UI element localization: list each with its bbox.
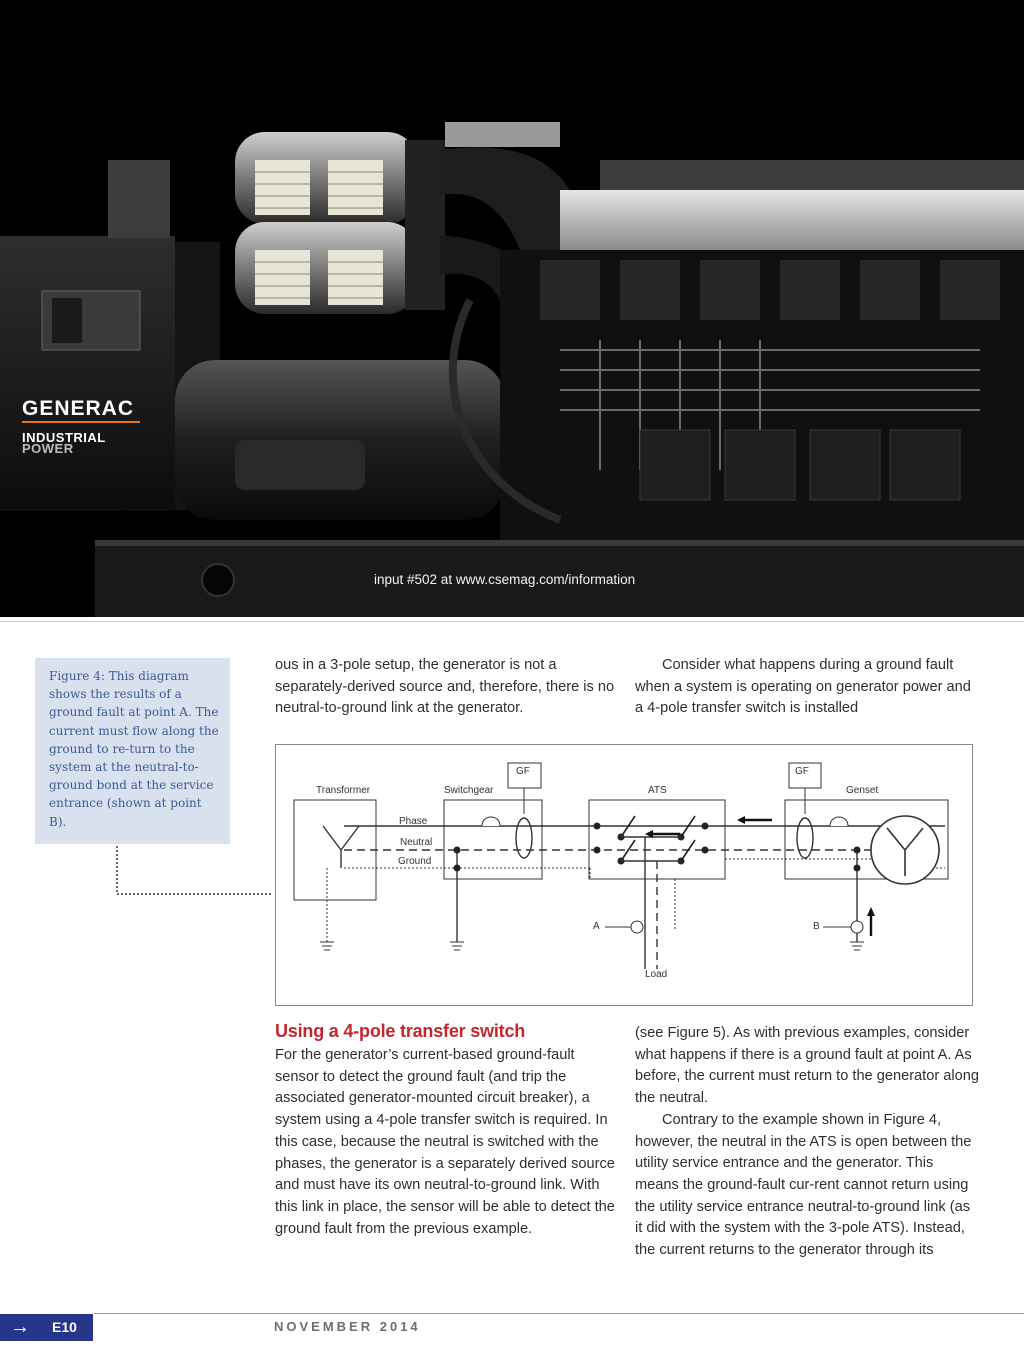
column1-continued-text [275,655,620,720]
page-number-tab [0,1314,93,1341]
generac-logo-text: GENERAC [22,397,135,420]
section-column1 [275,1045,620,1240]
diagram-label-phase: Phase [399,816,428,827]
ad-info-link[interactable]: input #502 at www.csemag.com/information [374,572,636,587]
diagram-label-point-a: A [593,921,600,932]
diagram-label-gf-right: GF [795,766,809,777]
logo-subtitle-power: POWER [22,441,74,456]
diagram-label-genset: Genset [846,785,879,796]
diagram-label-ground: Ground [398,856,432,867]
footer-divider [94,1313,1024,1314]
diagram-label-transformer: Transformer [316,785,371,796]
paragraph: Consider what happens during a ground fault when a system is operating on generator power and a 4-pole transfer switch is installed [635,657,971,717]
paragraph: Contrary to the example shown in Figure 4, however, the neutral in the ATS is open between the utility service entrance and the generator. This means the ground-fault cur-rent cannot return using the utility service entrance neutral-to-ground link (as it did with the system with the 3-pole ATS). Instead, the current returns to the generator through its [635,1111,972,1259]
diagram-label-gf-left: GF [516,766,530,777]
diagram-label-ats: ATS [648,785,667,796]
section-heading: Using a 4-pole transfer switch [275,1021,526,1041]
figure-caption-text: Figure 4: This diagram shows the results of a ground fault at point A. The current must flow along the ground to re-turn to the system at the neutral-to-ground bond at the service entrance (shown at point B). [49,669,219,829]
diagram-label-load: Load [645,969,668,980]
diagram-label-switchgear: Switchgear [444,785,494,796]
caption-leader-line [0,0,280,900]
issue-date: NOVEMBER 2014 [274,1319,421,1334]
paragraph: (see Figure 5). As with previous examples, consider what happens if there is a ground fault at point A. As before, the current must return to the generator along the neutral. [635,1025,979,1107]
section-column2 [635,1023,980,1262]
page-number: E10 [52,1319,77,1335]
diagram-drawing [275,744,973,1006]
paragraph: ous in a 3-pole setup, the generator is not a separately-derived source and, therefore, there is no neutral-to-ground link at the generator. [275,657,615,717]
diagram-label-neutral: Neutral [400,837,433,848]
logo-subtitle-industrial: INDUSTRIAL [22,430,106,445]
ground-fault-diagram [275,744,973,1006]
paragraph: For the generator’s current-based ground-fault sensor to detect the ground fault (and trip the associated generator-mounted circuit breaker), a system using a 4-pole transfer switch is required. In this case, because the neutral is switched with the phases, the generator is a separately derived source and must have its own neutral-to-ground link. With this link in place, the sensor will be able to detect the ground fault from the previous example. [275,1047,615,1237]
column2-top-text [635,655,980,720]
diagram-label-point-b: B [813,921,820,932]
arrow-right-icon: → [10,1316,30,1338]
